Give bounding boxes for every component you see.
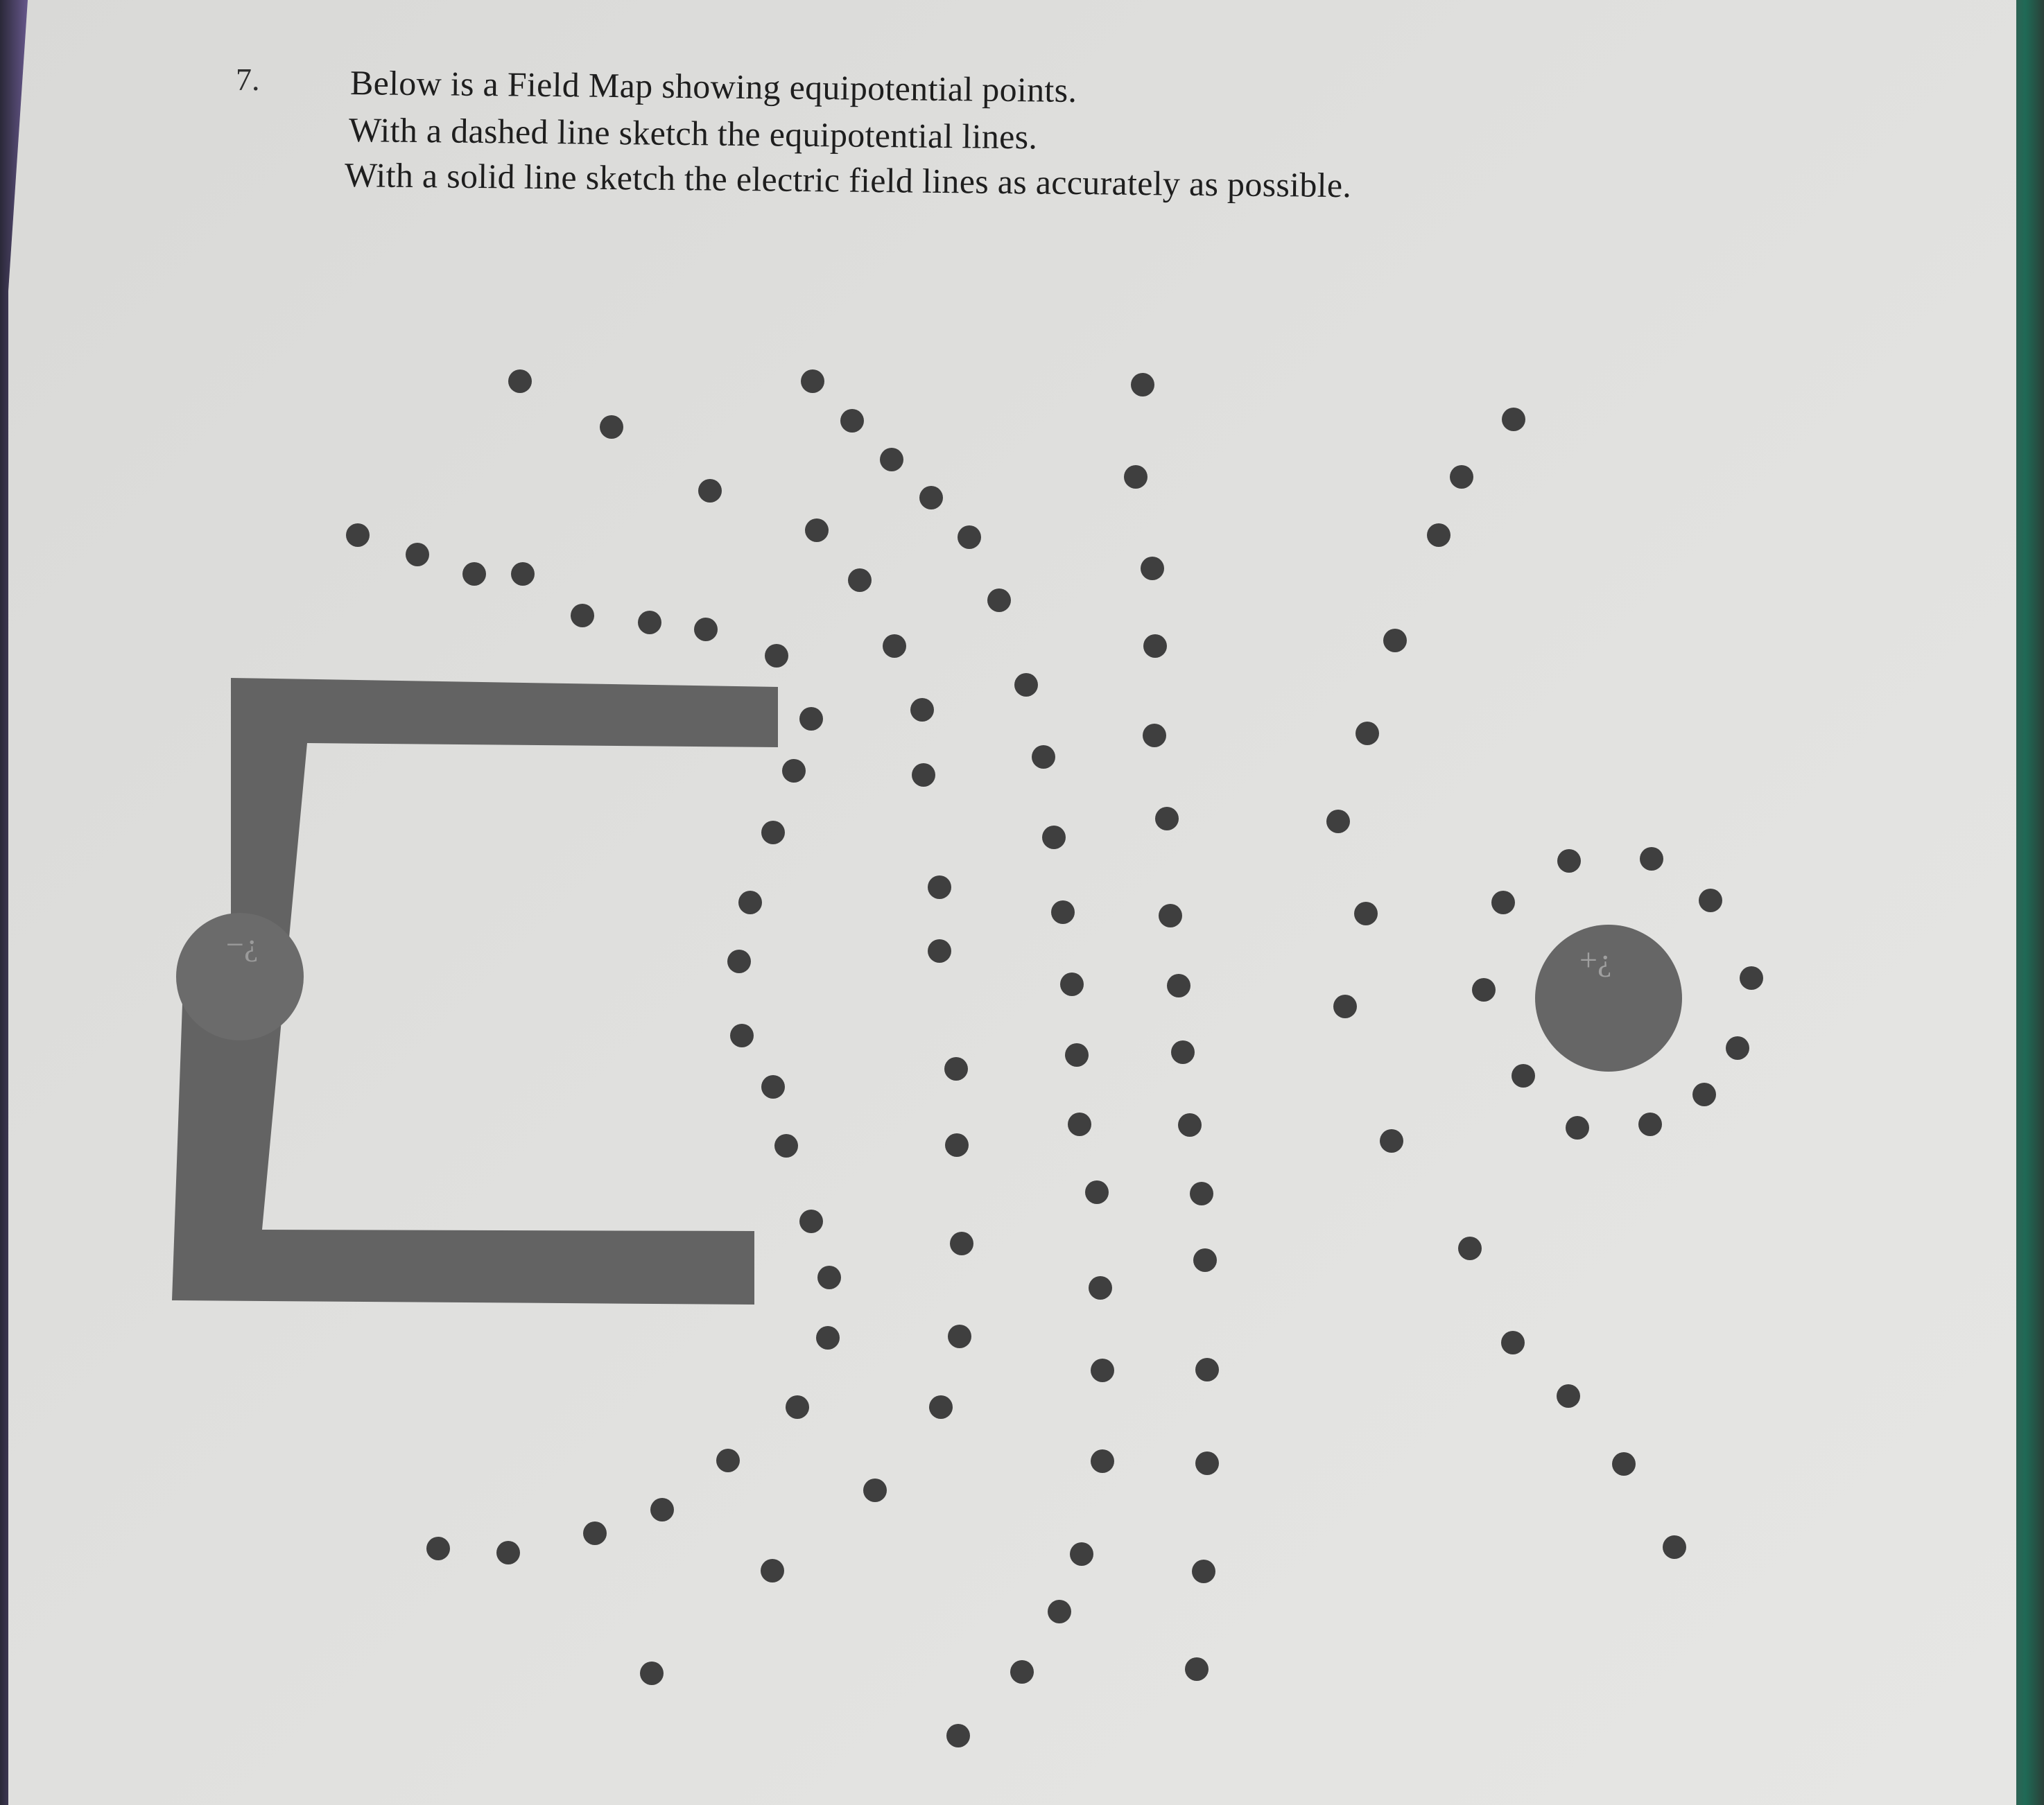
equipotential-point [1185,1657,1209,1681]
equipotential-point [919,486,943,509]
equipotential-point [1091,1449,1114,1473]
equipotential-point [799,1210,823,1233]
equipotential-point [945,1133,969,1157]
equipotential-point [1699,889,1722,912]
equipotential-point [1557,1384,1580,1408]
equipotential-point [1070,1542,1093,1566]
equipotential-point [1089,1276,1112,1300]
equipotential-point [1501,1331,1525,1354]
equipotential-point [1326,810,1350,833]
equipotential-point [761,1559,784,1582]
equipotential-point [910,698,934,722]
equipotential-point [1383,629,1407,652]
equipotential-point [1472,978,1496,1002]
equipotential-point [1032,745,1055,769]
equipotential-point [1178,1113,1202,1137]
equipotential-point [1333,995,1357,1018]
equipotential-point [1512,1064,1535,1088]
equipotential-point [1048,1600,1071,1623]
question-line-2: With a dashed line sketch the equipotential lines. [348,110,1038,157]
equipotential-point [738,891,762,914]
equipotential-point [1060,973,1084,996]
equipotential-point [1663,1535,1686,1559]
equipotential-point [640,1662,664,1685]
equipotential-point [1014,673,1038,697]
equipotential-point [716,1449,740,1472]
equipotential-point [694,618,718,641]
equipotential-point [883,634,906,658]
equipotential-point [1354,902,1378,925]
equipotential-point [1566,1116,1589,1140]
equipotential-point [1068,1113,1091,1136]
equipotential-point [958,525,981,549]
equipotential-point [730,1024,754,1047]
equipotential-point [912,763,935,787]
equipotential-point [1380,1129,1403,1153]
equipotential-point [1612,1452,1636,1476]
positive-charge [1535,925,1682,1072]
equipotential-point [496,1541,520,1564]
equipotential-point [946,1724,970,1747]
equipotential-points [346,369,1763,1747]
equipotential-point [816,1326,840,1350]
equipotential-point [1638,1113,1662,1136]
equipotential-point [1557,849,1581,873]
equipotential-point [1692,1083,1716,1106]
equipotential-point [929,1395,953,1419]
equipotential-point [948,1325,971,1348]
equipotential-point [583,1521,607,1545]
equipotential-point [1042,826,1066,849]
equipotential-point [880,448,903,471]
equipotential-point [840,409,864,433]
equipotential-point [1502,408,1525,431]
equipotential-point [987,588,1011,612]
equipotential-point [1159,904,1182,927]
equipotential-point [1167,974,1190,997]
equipotential-point [1491,891,1515,914]
equipotential-point [1051,900,1075,924]
equipotential-point [782,759,806,783]
equipotential-point [1740,966,1763,990]
equipotential-point [1065,1043,1089,1067]
equipotential-point [799,707,823,731]
equipotential-point [508,369,532,393]
equipotential-point [848,568,872,592]
equipotential-point [462,562,486,586]
equipotential-point [1085,1180,1109,1204]
equipotential-point [727,950,751,973]
equipotential-point [1192,1560,1215,1583]
equipotential-point [638,611,661,634]
equipotential-point [786,1395,809,1419]
equipotential-point [928,939,951,963]
equipotential-point [1640,847,1663,871]
equipotential-point [1171,1040,1195,1064]
equipotential-point [950,1232,973,1255]
equipotential-point [774,1134,798,1158]
equipotential-point [1356,722,1379,745]
equipotential-point [1010,1660,1034,1684]
negative-charge-label: −¿ [226,927,259,962]
equipotential-point [571,604,594,627]
equipotential-point [1190,1182,1213,1205]
equipotential-point [511,562,535,586]
equipotential-point [817,1266,841,1289]
equipotential-point [426,1537,450,1560]
equipotential-point [650,1498,674,1521]
equipotential-point [1193,1248,1217,1272]
question-line-1: Below is a Field Map showing equipotential points. [349,63,1077,110]
equipotential-point [1091,1359,1114,1382]
equipotential-point [1143,634,1167,658]
equipotential-point [805,518,829,542]
equipotential-point [801,369,824,393]
equipotential-point [1143,724,1166,747]
equipotential-point [1427,523,1450,547]
equipotential-point [928,875,951,899]
equipotential-point [698,479,722,503]
equipotential-point [1131,373,1154,396]
equipotential-point [761,821,785,844]
equipotential-point [1458,1237,1482,1260]
equipotential-point [1450,465,1473,489]
positive-charge-label: +¿ [1579,942,1612,977]
equipotential-point [346,523,370,547]
equipotential-point [944,1057,968,1081]
equipotential-point [1726,1036,1749,1060]
question-number: 7. [236,62,260,97]
equipotential-point [863,1479,887,1502]
equipotential-point [1195,1451,1219,1475]
negative-conductor [172,678,778,1305]
equipotential-point [600,415,623,439]
equipotential-point [1141,557,1164,580]
question-line-3: With a solid line sketch the electric field lines as accurately as possible. [344,155,1352,205]
equipotential-point [1155,807,1179,830]
equipotential-point [765,644,788,668]
equipotential-point [761,1075,785,1099]
equipotential-point [1124,465,1147,489]
equipotential-point [406,543,429,566]
equipotential-point [1195,1358,1219,1381]
